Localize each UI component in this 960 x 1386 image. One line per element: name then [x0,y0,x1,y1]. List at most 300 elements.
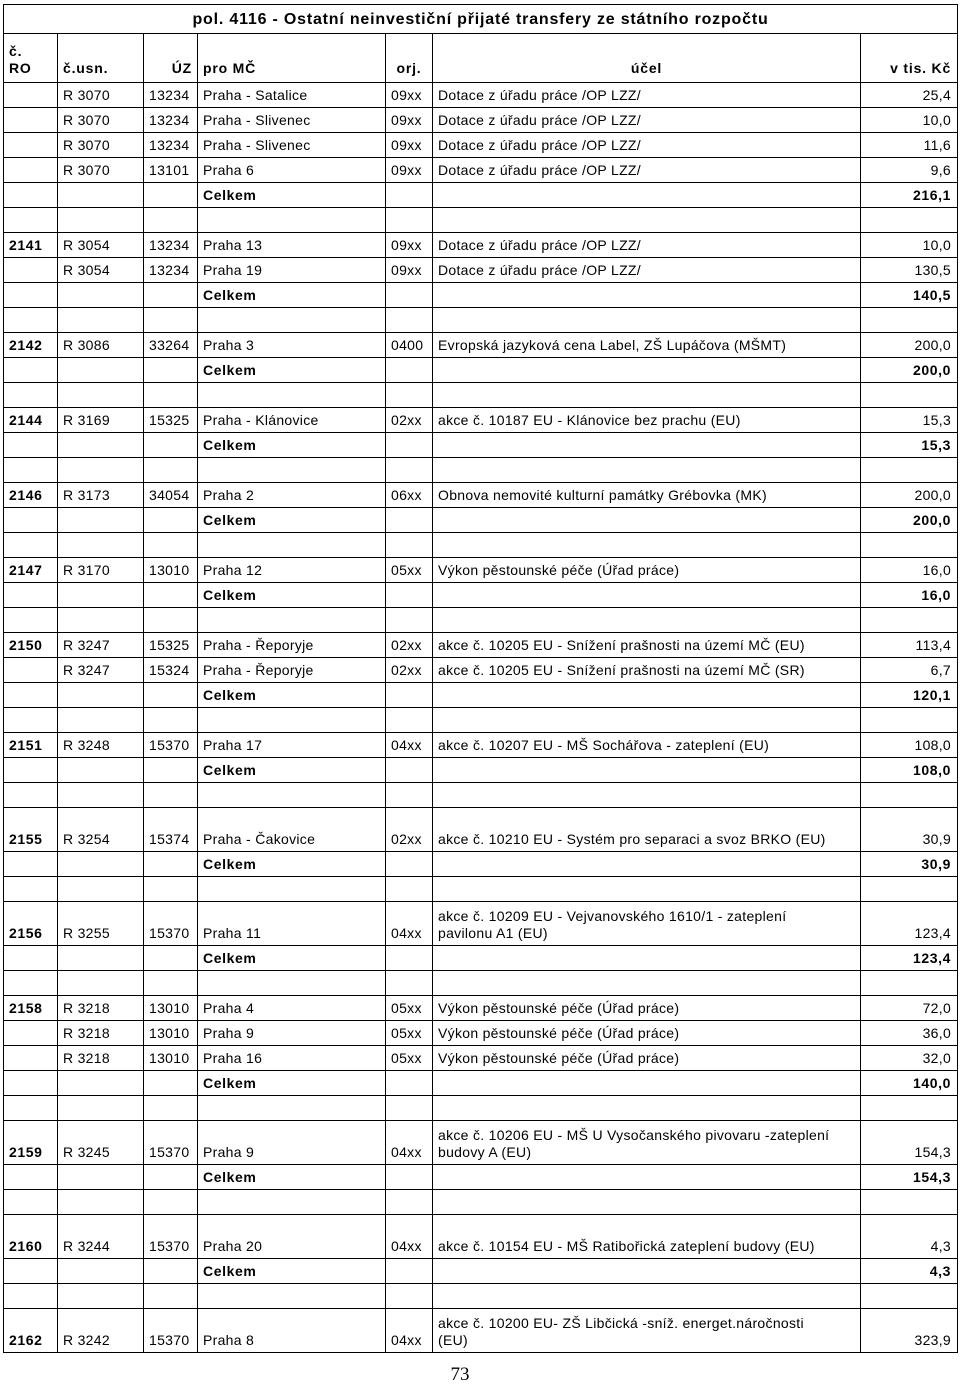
empty-cell [58,1190,144,1215]
total-label: Celkem [198,758,386,783]
empty-cell [144,877,198,902]
empty-cell [386,458,433,483]
district-name: Praha 11 [198,902,386,946]
total-amount: 216,1 [861,183,958,208]
empty-cell [4,971,58,996]
purpose-line: pavilonu A1 (EU) [438,925,548,941]
uz-code: 13234 [144,133,198,158]
empty-cell [4,183,58,208]
orj-code: 05xx [386,1021,433,1046]
purpose [433,333,861,358]
empty-cell [144,283,198,308]
total-label: Celkem [198,1259,386,1284]
empty-cell [4,433,58,458]
orj-code: 02xx [386,408,433,433]
orj-code: 05xx [386,1046,433,1071]
total-amount: 140,0 [861,1071,958,1096]
empty-cell [433,1165,861,1190]
empty-cell [198,383,386,408]
empty-cell [144,971,198,996]
empty-cell [433,946,861,971]
district-name: Praha - Řeporyje [198,633,386,658]
empty-cell [386,383,433,408]
purpose [433,158,861,183]
empty-cell [433,683,861,708]
empty-cell [4,608,58,633]
empty-cell [433,608,861,633]
empty-cell [4,783,58,808]
header-district: pro MČ [198,34,386,83]
uz-code: 15325 [144,408,198,433]
orj-code: 0400 [386,333,433,358]
empty-cell [4,308,58,333]
empty-cell [144,1096,198,1121]
purpose [433,1309,861,1353]
empty-cell [4,658,58,683]
total-amount: 4,3 [861,1259,958,1284]
uz-code: 13010 [144,558,198,583]
amount: 108,0 [861,733,958,758]
table-row [4,1309,958,1353]
table-row [4,633,958,658]
resolution-number: R 3086 [58,333,144,358]
purpose-line: akce č. 10200 EU- ZŠ Libčická -sníž. energet.náročnosti [438,1315,804,1331]
purpose-line: (EU) [438,1332,468,1348]
empty-cell [433,783,861,808]
empty-cell [4,683,58,708]
empty-cell [58,971,144,996]
empty-cell [386,877,433,902]
purpose-line: Obnova nemovité kulturní památky Grébovka (MK) [438,487,767,503]
empty-cell [58,1071,144,1096]
table-row [4,158,958,183]
total-label: Celkem [198,358,386,383]
resolution-number: R 3070 [58,83,144,108]
table-row [4,258,958,283]
empty-cell [861,708,958,733]
title-row [4,5,958,34]
empty-cell [386,433,433,458]
table-row [4,108,958,133]
empty-cell [58,758,144,783]
resolution-number: R 3169 [58,408,144,433]
empty-cell [4,1190,58,1215]
district-name: Praha 3 [198,333,386,358]
empty-cell [433,358,861,383]
empty-cell [4,158,58,183]
ro-number: 2146 [4,483,58,508]
empty-cell [4,358,58,383]
total-row [4,946,958,971]
resolution-number: R 3170 [58,558,144,583]
empty-cell [58,708,144,733]
table-row [4,408,958,433]
total-row [4,358,958,383]
empty-cell [861,877,958,902]
purpose [433,996,861,1021]
empty-cell [4,1021,58,1046]
purpose [433,733,861,758]
header-amount: v tis. Kč [861,34,958,83]
empty-cell [861,208,958,233]
empty-cell [58,1284,144,1309]
empty-cell [144,783,198,808]
resolution-number: R 3054 [58,258,144,283]
table-row [4,83,958,108]
purpose-line: budovy A (EU) [438,1144,532,1160]
purpose-line: akce č. 10205 EU - Snížení prašnosti na území MČ (EU) [438,637,805,653]
blank-row [4,533,958,558]
uz-code: 15370 [144,1309,198,1353]
empty-cell [4,383,58,408]
empty-cell [386,783,433,808]
purpose [433,658,861,683]
empty-cell [58,283,144,308]
amount: 10,0 [861,233,958,258]
orj-code: 09xx [386,233,433,258]
empty-cell [144,308,198,333]
purpose-line: Dotace z úřadu práce /OP LZZ/ [438,162,641,178]
blank-row [4,208,958,233]
uz-code: 13234 [144,258,198,283]
empty-cell [144,1071,198,1096]
empty-cell [4,1165,58,1190]
empty-cell [58,508,144,533]
empty-cell [198,1096,386,1121]
column-header-row [4,34,958,83]
purpose-line: akce č. 10154 EU - MŠ Ratibořická zateplení budovy (EU) [438,1238,815,1254]
amount: 30,9 [861,808,958,852]
purpose-line: akce č. 10205 EU - Snížení prašnosti na území MČ (SR) [438,662,805,678]
amount: 113,4 [861,633,958,658]
total-amount: 123,4 [861,946,958,971]
blank-row [4,1190,958,1215]
empty-cell [4,108,58,133]
orj-code: 02xx [386,658,433,683]
total-label: Celkem [198,583,386,608]
header-ro-line: č. [9,43,23,59]
empty-cell [144,1190,198,1215]
empty-cell [386,683,433,708]
total-row [4,758,958,783]
amount: 6,7 [861,658,958,683]
total-row [4,508,958,533]
empty-cell [386,1096,433,1121]
purpose-line: akce č. 10210 EU - Systém pro separaci a svoz BRKO (EU) [438,831,826,847]
ro-number: 2158 [4,996,58,1021]
amount: 32,0 [861,1046,958,1071]
empty-cell [144,708,198,733]
total-row [4,583,958,608]
empty-cell [861,383,958,408]
ro-number: 2160 [4,1215,58,1259]
resolution-number: R 3218 [58,996,144,1021]
empty-cell [4,283,58,308]
orj-code: 09xx [386,83,433,108]
purpose-line: Výkon pěstounské péče (Úřad práce) [438,1050,680,1066]
amount: 25,4 [861,83,958,108]
district-name: Praha - Satalice [198,83,386,108]
empty-cell [198,533,386,558]
empty-cell [4,877,58,902]
empty-cell [4,1284,58,1309]
empty-cell [144,508,198,533]
total-label: Celkem [198,946,386,971]
total-row [4,683,958,708]
empty-cell [386,608,433,633]
blank-row [4,308,958,333]
empty-cell [433,458,861,483]
purpose-line: Výkon pěstounské péče (Úřad práce) [438,1000,680,1016]
resolution-number: R 3245 [58,1121,144,1165]
district-name: Praha 9 [198,1021,386,1046]
empty-cell [58,783,144,808]
empty-cell [433,508,861,533]
district-name: Praha 17 [198,733,386,758]
orj-code: 06xx [386,483,433,508]
header-ro-line: RO [9,60,32,76]
empty-cell [433,1284,861,1309]
purpose-line: Výkon pěstounské péče (Úřad práce) [438,562,680,578]
empty-cell [433,183,861,208]
empty-cell [386,1165,433,1190]
purpose [433,483,861,508]
total-row [4,852,958,877]
total-amount: 120,1 [861,683,958,708]
empty-cell [144,183,198,208]
empty-cell [433,383,861,408]
empty-cell [433,852,861,877]
blank-row [4,608,958,633]
resolution-number: R 3242 [58,1309,144,1353]
purpose [433,258,861,283]
total-row [4,433,958,458]
empty-cell [386,971,433,996]
orj-code: 02xx [386,808,433,852]
ro-number: 2142 [4,333,58,358]
empty-cell [58,1096,144,1121]
purpose [433,408,861,433]
purpose [433,108,861,133]
district-name: Praha 20 [198,1215,386,1259]
empty-cell [198,1190,386,1215]
purpose [433,233,861,258]
header-ro [4,34,58,83]
empty-cell [861,1284,958,1309]
empty-cell [58,533,144,558]
total-amount: 30,9 [861,852,958,877]
empty-cell [58,308,144,333]
empty-cell [861,308,958,333]
orj-code: 04xx [386,902,433,946]
table-row [4,333,958,358]
empty-cell [144,852,198,877]
district-name: Praha 13 [198,233,386,258]
total-label: Celkem [198,1165,386,1190]
empty-cell [386,358,433,383]
empty-cell [433,1096,861,1121]
empty-cell [433,308,861,333]
purpose [433,1046,861,1071]
orj-code: 09xx [386,108,433,133]
ro-number: 2147 [4,558,58,583]
empty-cell [386,758,433,783]
empty-cell [433,533,861,558]
empty-cell [386,533,433,558]
resolution-number: R 3248 [58,733,144,758]
total-amount: 154,3 [861,1165,958,1190]
resolution-number: R 3218 [58,1046,144,1071]
empty-cell [198,783,386,808]
district-name: Praha 2 [198,483,386,508]
empty-cell [433,877,861,902]
purpose-line: Dotace z úřadu práce /OP LZZ/ [438,262,641,278]
empty-cell [433,1259,861,1284]
total-row [4,1071,958,1096]
district-name: Praha - Řeporyje [198,658,386,683]
purpose [433,558,861,583]
empty-cell [4,946,58,971]
amount: 9,6 [861,158,958,183]
page-title: pol. 4116 - Ostatní neinvestiční přijaté transfery ze státního rozpočtu [4,5,958,34]
empty-cell [4,133,58,158]
blank-row [4,708,958,733]
uz-code: 13010 [144,1021,198,1046]
empty-cell [4,458,58,483]
total-amount: 15,3 [861,433,958,458]
ro-number: 2150 [4,633,58,658]
amount: 154,3 [861,1121,958,1165]
empty-cell [144,946,198,971]
district-name: Praha - Slivenec [198,108,386,133]
orj-code: 09xx [386,258,433,283]
empty-cell [4,583,58,608]
amount: 72,0 [861,996,958,1021]
header-uz: ÚZ [144,34,198,83]
empty-cell [198,208,386,233]
uz-code: 13101 [144,158,198,183]
uz-code: 13010 [144,996,198,1021]
amount: 11,6 [861,133,958,158]
amount: 16,0 [861,558,958,583]
purpose [433,808,861,852]
empty-cell [144,583,198,608]
amount: 130,5 [861,258,958,283]
purpose-line: Dotace z úřadu práce /OP LZZ/ [438,137,641,153]
empty-cell [58,1165,144,1190]
empty-cell [4,1096,58,1121]
header-orj: orj. [386,34,433,83]
table-row [4,1046,958,1071]
amount: 123,4 [861,902,958,946]
empty-cell [386,283,433,308]
empty-cell [144,758,198,783]
empty-cell [198,458,386,483]
uz-code: 15325 [144,633,198,658]
empty-cell [4,1071,58,1096]
resolution-number: R 3173 [58,483,144,508]
amount: 36,0 [861,1021,958,1046]
empty-cell [144,433,198,458]
orj-code: 05xx [386,558,433,583]
total-label: Celkem [198,433,386,458]
empty-cell [58,183,144,208]
empty-cell [386,946,433,971]
resolution-number: R 3244 [58,1215,144,1259]
total-label: Celkem [198,852,386,877]
table-row [4,733,958,758]
empty-cell [4,258,58,283]
purpose [433,1215,861,1259]
total-amount: 140,5 [861,283,958,308]
table-row [4,658,958,683]
table-row [4,483,958,508]
ro-number: 2162 [4,1309,58,1353]
blank-row [4,458,958,483]
amount: 200,0 [861,333,958,358]
purpose-line: Dotace z úřadu práce /OP LZZ/ [438,112,641,128]
empty-cell [861,783,958,808]
uz-code: 15370 [144,902,198,946]
page-number: 73 [450,1364,470,1385]
empty-cell [861,971,958,996]
empty-cell [386,1284,433,1309]
empty-cell [433,1190,861,1215]
empty-cell [58,1259,144,1284]
amount: 4,3 [861,1215,958,1259]
purpose-line: akce č. 10209 EU - Vejvanovského 1610/1 - zateplení [438,908,787,924]
empty-cell [4,1259,58,1284]
empty-cell [198,308,386,333]
resolution-number: R 3070 [58,133,144,158]
uz-code: 13234 [144,108,198,133]
empty-cell [4,508,58,533]
empty-cell [58,683,144,708]
total-amount: 108,0 [861,758,958,783]
empty-cell [144,358,198,383]
purpose-line: Dotace z úřadu práce /OP LZZ/ [438,87,641,103]
amount: 323,9 [861,1309,958,1353]
uz-code: 15370 [144,733,198,758]
total-amount: 200,0 [861,358,958,383]
empty-cell [58,458,144,483]
empty-cell [144,1284,198,1309]
resolution-number: R 3218 [58,1021,144,1046]
empty-cell [58,946,144,971]
total-row [4,1259,958,1284]
empty-cell [58,583,144,608]
total-amount: 16,0 [861,583,958,608]
uz-code: 15374 [144,808,198,852]
empty-cell [198,877,386,902]
amount: 15,3 [861,408,958,433]
district-name: Praha 19 [198,258,386,283]
resolution-number: R 3070 [58,158,144,183]
uz-code: 15370 [144,1215,198,1259]
uz-code: 13234 [144,233,198,258]
budget-table [3,4,958,1353]
empty-cell [433,708,861,733]
empty-cell [386,852,433,877]
resolution-number: R 3254 [58,808,144,852]
empty-cell [386,308,433,333]
purpose-line: Dotace z úřadu práce /OP LZZ/ [438,237,641,253]
header-resolution-number: č.usn. [58,34,144,83]
blank-row [4,383,958,408]
total-amount: 200,0 [861,508,958,533]
ro-number: 2151 [4,733,58,758]
empty-cell [198,708,386,733]
